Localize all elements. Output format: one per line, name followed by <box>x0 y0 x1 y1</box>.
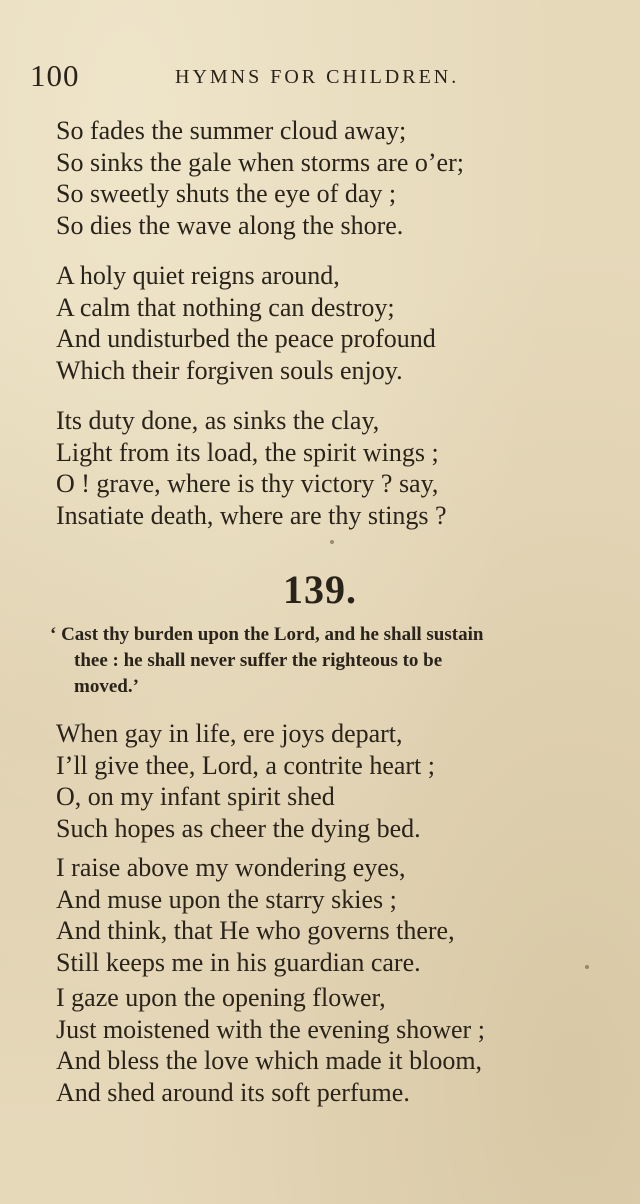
epigraph <box>50 622 610 700</box>
verse-line: A holy quiet reigns around, <box>56 261 340 290</box>
paper-speck <box>585 965 589 969</box>
epigraph-line: moved.’ <box>74 676 139 697</box>
stanza-prev-3 <box>56 405 447 531</box>
verse-line: So fades the summer cloud away; <box>56 116 407 145</box>
verse-line: When gay in life, ere joys depart, <box>56 719 403 748</box>
verse-line: Such hopes as cheer the dying bed. <box>56 813 421 843</box>
verse-line: Its duty done, as sinks the clay, <box>56 406 380 435</box>
verse-line: O, on my infant spirit shed <box>56 782 335 811</box>
verse-line: Still keeps me in his guardian care. <box>56 947 421 977</box>
epigraph-line: thee : he shall never suffer the righteous to be <box>74 650 443 671</box>
stanza-prev-1 <box>56 115 464 241</box>
verse-line: And bless the love which made it bloom, <box>56 1046 483 1075</box>
verse-line: I raise above my wondering eyes, <box>56 853 406 882</box>
verse-line: So sinks the gale when storms are o’er; <box>56 147 464 177</box>
stanza-hymn-2 <box>56 852 455 978</box>
verse-line: Insatiate death, where are thy stings ? <box>56 500 447 530</box>
verse-line: And undisturbed the peace profound <box>56 324 436 353</box>
verse-line: And think, that He who governs there, <box>56 916 455 945</box>
verse-line: A calm that nothing can destroy; <box>56 292 395 322</box>
verse-line: Just moistened with the evening shower ; <box>56 1014 485 1044</box>
verse-line: And shed around its soft perfume. <box>56 1077 410 1107</box>
verse-line: Which their forgiven souls enjoy. <box>56 355 403 385</box>
verse-line: So sweetly shuts the eye of day ; <box>56 179 397 208</box>
hymn-number: 139. <box>283 567 357 612</box>
page-number: 100 <box>30 58 80 93</box>
running-title: HYMNS FOR CHILDREN. <box>175 66 460 88</box>
epigraph-line: ‘ Cast thy burden upon the Lord, and he shall sustain <box>50 624 484 645</box>
verse-line: I’ll give thee, Lord, a contrite heart ; <box>56 750 436 780</box>
stanza-prev-2 <box>56 260 436 386</box>
verse-line: Light from its load, the spirit wings ; <box>56 437 439 467</box>
verse-line: I gaze upon the opening flower, <box>56 983 386 1012</box>
running-head <box>30 58 470 98</box>
stanza-hymn-1 <box>56 718 435 844</box>
stanza-hymn-3 <box>56 982 485 1108</box>
verse-line: And muse upon the starry skies ; <box>56 884 397 914</box>
verse-line: O ! grave, where is thy victory ? say, <box>56 469 439 498</box>
paper-speck <box>330 540 334 544</box>
verse-line: So dies the wave along the shore. <box>56 210 404 240</box>
